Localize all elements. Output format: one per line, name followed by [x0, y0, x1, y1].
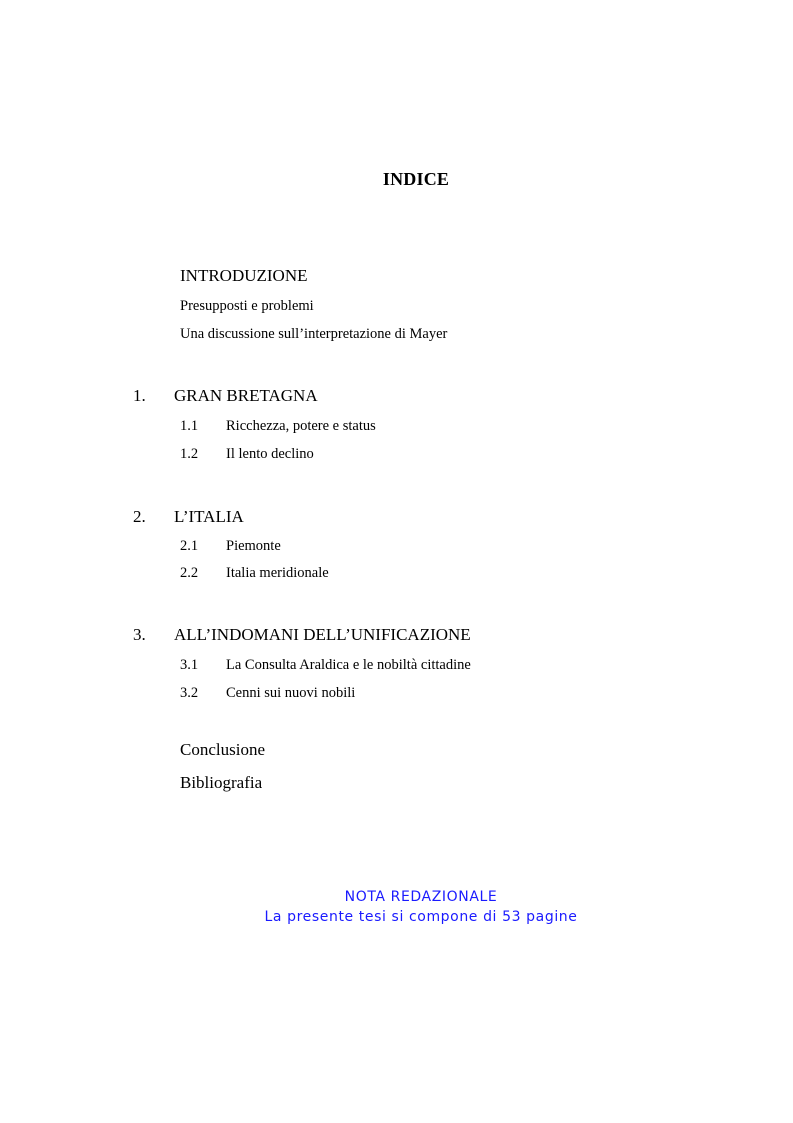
- chapter-2-number: 2.: [133, 507, 146, 526]
- chapter-3-number: 3.: [133, 625, 146, 644]
- section-2-2-number: 2.2: [180, 565, 199, 581]
- page-title: INDICE: [382, 169, 450, 189]
- bibliography-entry: Bibliografia: [180, 773, 263, 792]
- intro-item-1: Presupposti e problemi: [180, 298, 314, 314]
- editorial-note-heading: NOTA REDAZIONALE: [344, 889, 498, 905]
- section-2-2-title: Italia meridionale: [226, 565, 329, 581]
- intro-heading: INTRODUZIONE: [180, 266, 308, 285]
- intro-item-2: Una discussione sull’interpretazione di Mayer: [180, 326, 448, 342]
- section-3-1-title: La Consulta Araldica e le nobiltà cittadine: [226, 657, 471, 673]
- section-3-1-number: 3.1: [180, 657, 199, 673]
- section-1-2-title: Il lento declino: [226, 446, 314, 462]
- section-1-1-number: 1.1: [180, 418, 199, 434]
- conclusion-entry: Conclusione: [180, 740, 265, 759]
- section-3-2-title: Cenni sui nuovi nobili: [226, 685, 356, 701]
- section-1-1-title: Ricchezza, potere e status: [226, 418, 376, 434]
- section-1-2-number: 1.2: [180, 446, 199, 462]
- chapter-1-title: GRAN BRETAGNA: [174, 386, 318, 405]
- chapter-2-title: L’ITALIA: [174, 507, 244, 526]
- section-2-1-number: 2.1: [180, 538, 199, 554]
- section-3-2-number: 3.2: [180, 685, 199, 701]
- section-2-1-title: Piemonte: [226, 538, 281, 554]
- editorial-note-text: La presente tesi si compone di 53 pagine: [264, 909, 578, 925]
- chapter-1-number: 1.: [133, 386, 146, 405]
- chapter-3-title: ALL’INDOMANI DELL’UNIFICAZIONE: [174, 625, 471, 644]
